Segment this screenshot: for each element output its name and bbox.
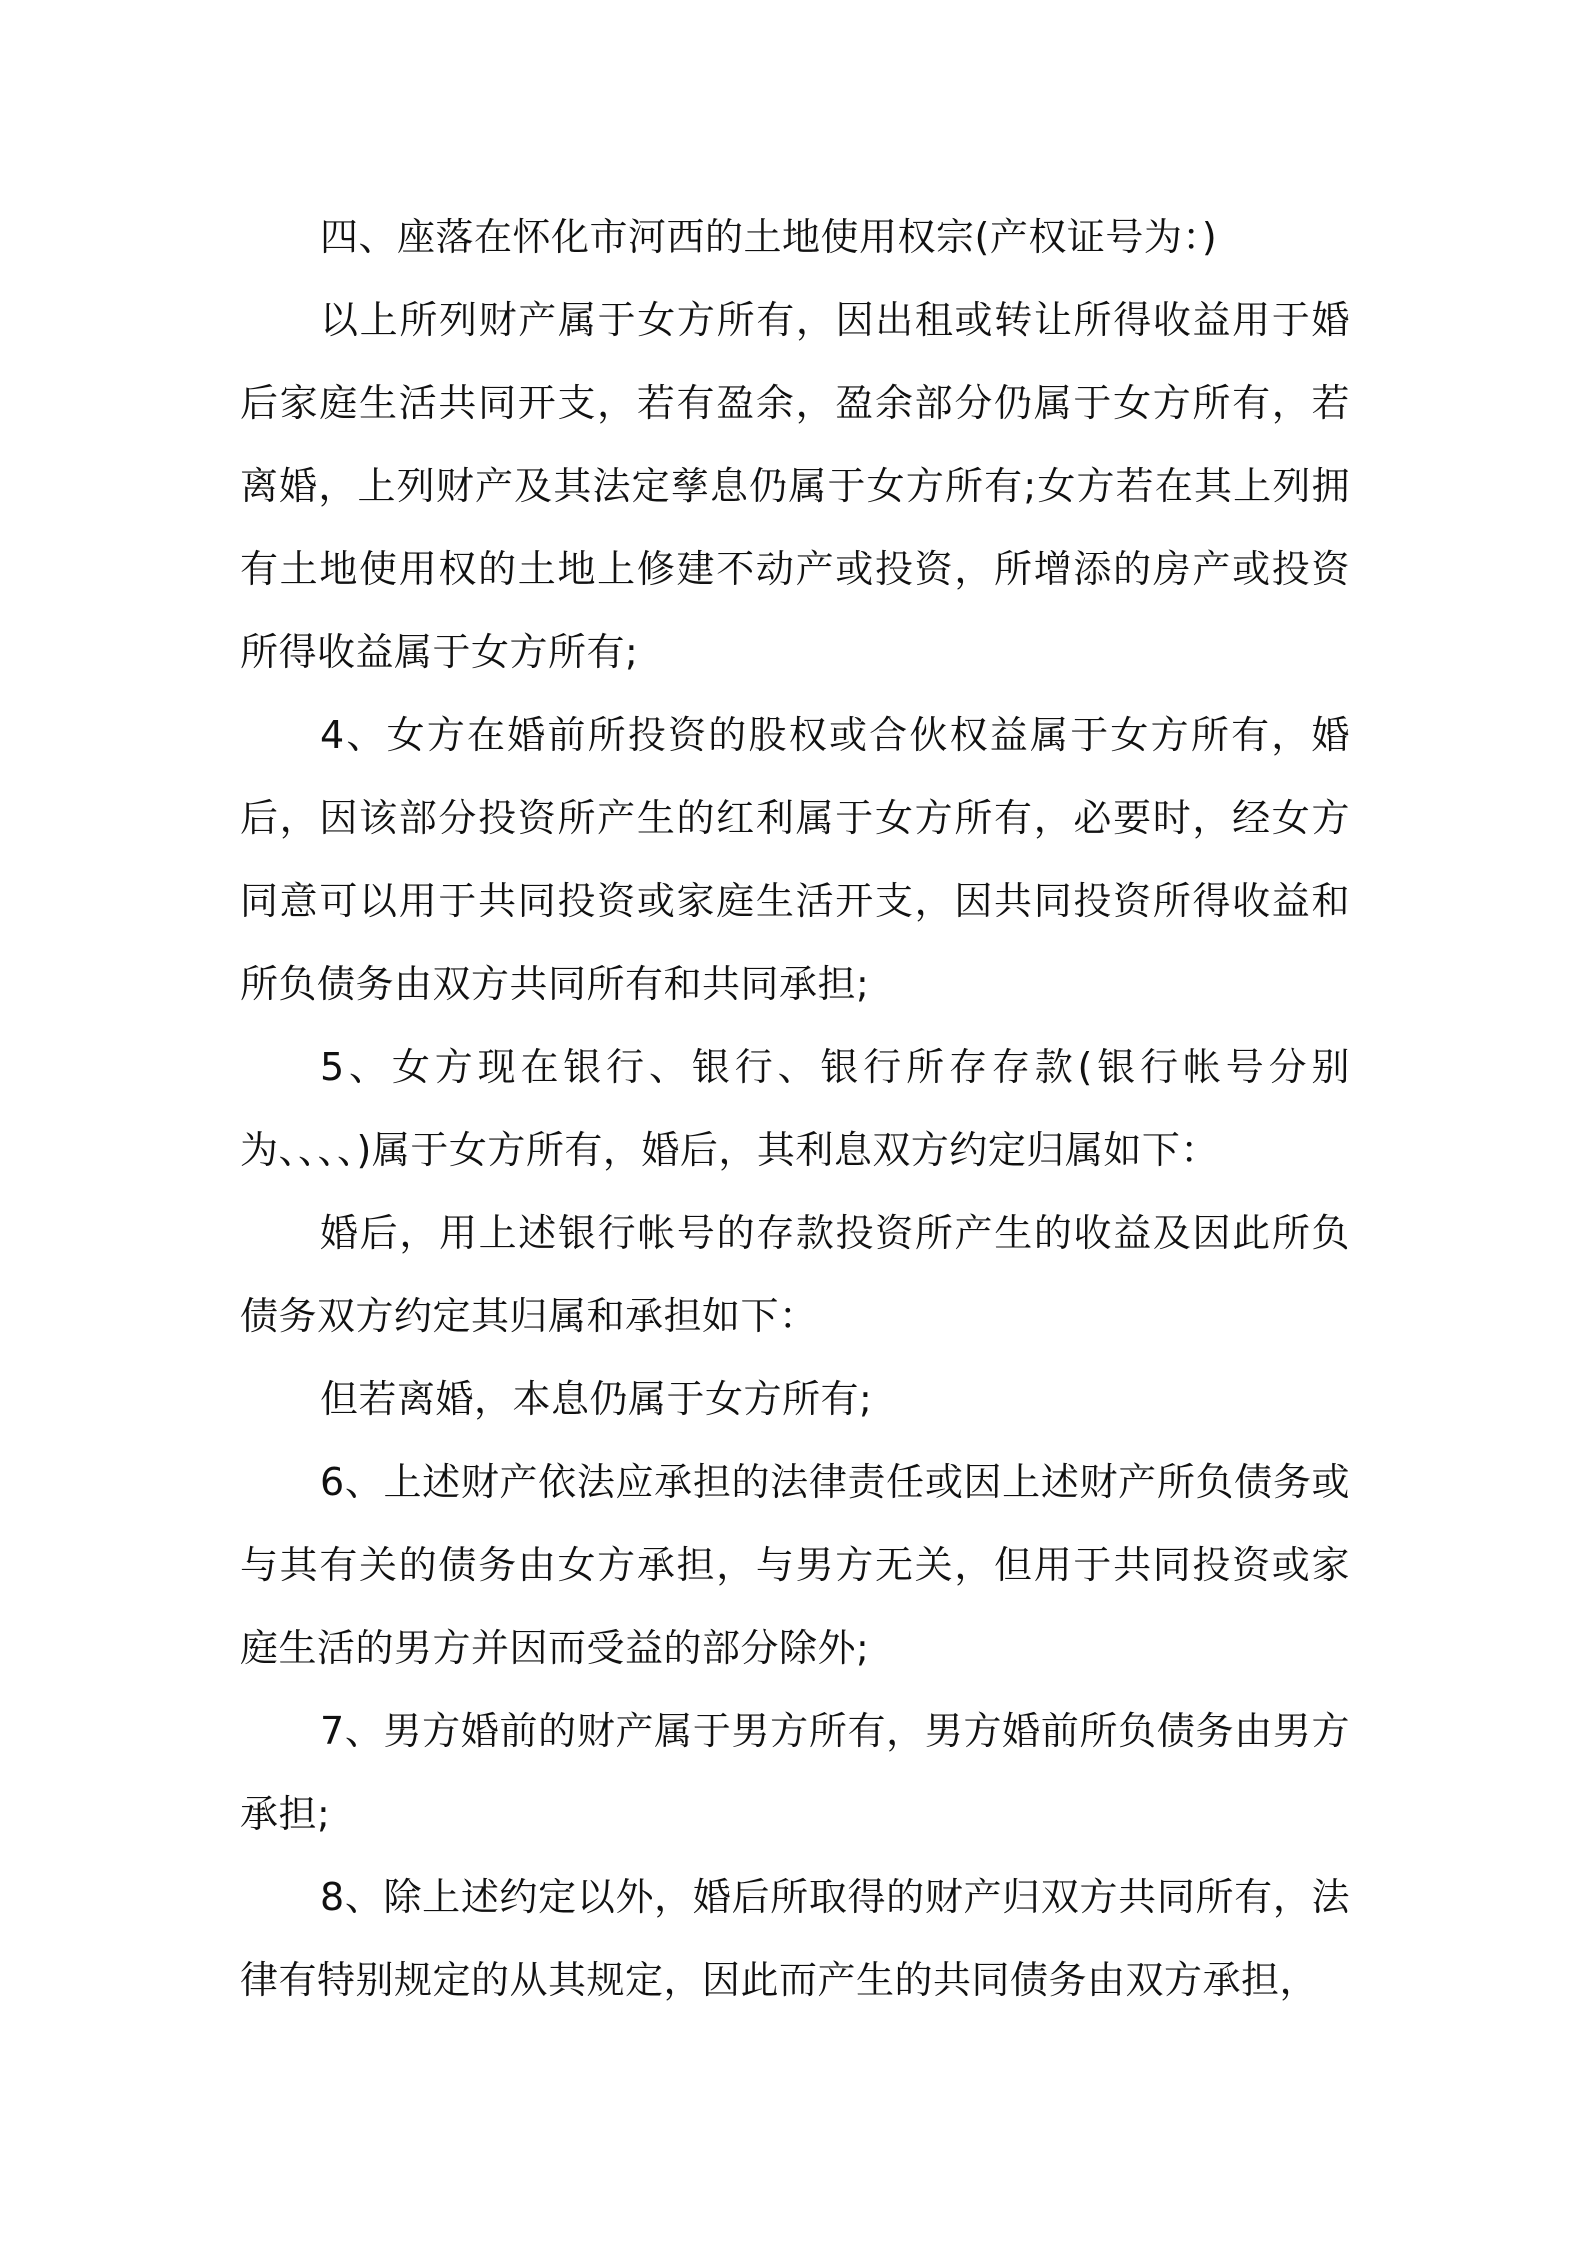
paragraph-clause-6: 6、上述财产依法应承担的法律责任或因上述财产所负债务或与其有关的债务由女方承担，与男方无关，但用于共同投资或家庭生活的男方并因而受益的部分除外; <box>240 1460 1350 1670</box>
paragraph-clause-5: 5、女方现在银行、银行、银行所存存款(银行帐号分别为、、、、)属于女方所有，婚后，其利息双方约定归属如下： <box>240 1045 1350 1172</box>
paragraph-property-ownership: 以上所列财产属于女方所有，因出租或转让所得收益用于婚后家庭生活共同开支，若有盈余，盈余部分仍属于女方所有，若离婚，上列财产及其法定孳息仍属于女方所有;女方若在其上列拥有土地使用权的土地上修建不动产或投资，所增添的房产或投资所得收益属于女方所有; <box>240 298 1350 674</box>
paragraph-post-marriage-deposits: 婚后，用上述银行帐号的存款投资所产生的收益及因此所负债务双方约定其归属和承担如下： <box>240 1211 1350 1338</box>
paragraph-clause-8: 8、除上述约定以外，婚后所取得的财产归双方共同所有，法律有特别规定的从其规定，因此而产生的共同债务由双方承担， <box>240 1875 1350 2002</box>
paragraph-divorce-interest: 但若离婚，本息仍属于女方所有; <box>320 1377 873 1421</box>
paragraph-land-use-right: 四、座落在怀化市河西的土地使用权宗(产权证号为：) <box>320 215 1218 259</box>
paragraph-clause-4: 4、女方在婚前所投资的股权或合伙权益属于女方所有，婚后，因该部分投资所产生的红利属于女方所有，必要时，经女方同意可以用于共同投资或家庭生活开支，因共同投资所得收益和所负债务由双方共同所有和共同承担; <box>240 713 1350 1006</box>
paragraph-clause-7: 7、男方婚前的财产属于男方所有，男方婚前所负债务由男方承担; <box>240 1709 1350 1836</box>
document-body <box>240 196 1350 2022</box>
